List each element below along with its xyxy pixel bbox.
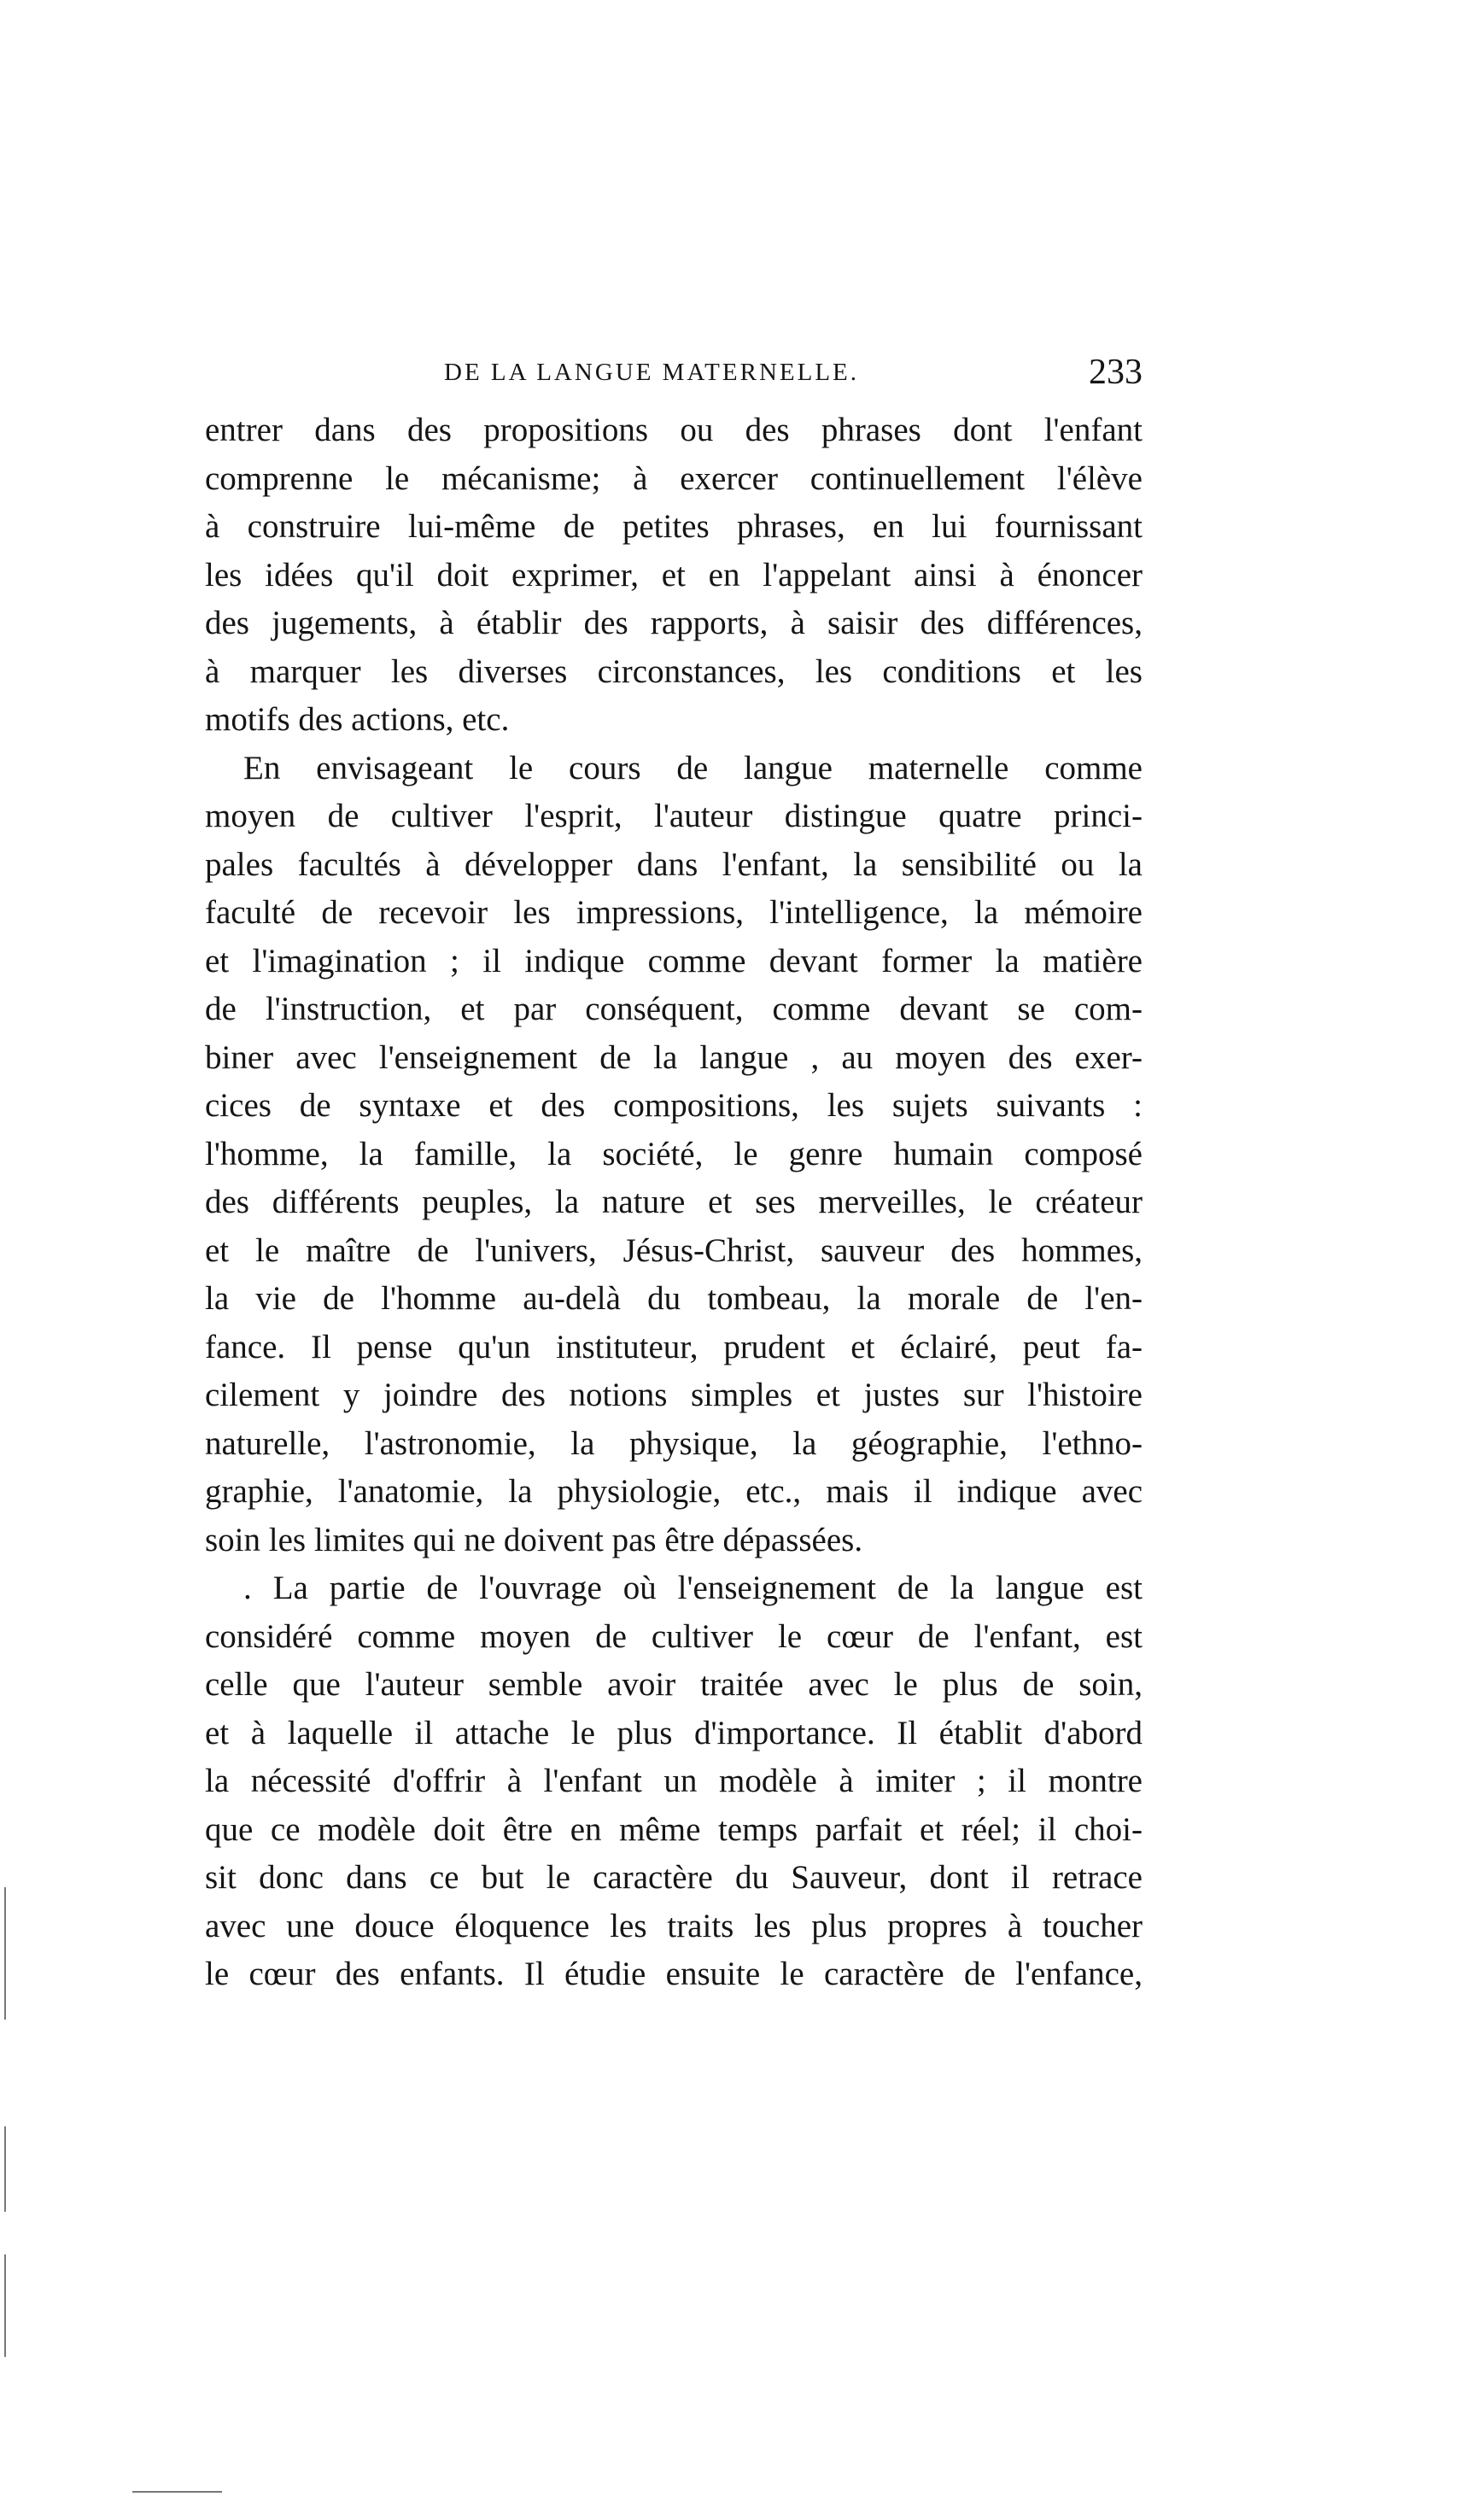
text-line: le cœur des enfants. Il étudie ensuite le caractère de l'enfance, bbox=[205, 1956, 1143, 1992]
page-number: 233 bbox=[1089, 353, 1143, 392]
text-line: moyen de cultiver l'esprit, l'auteur distingue quatre princi- bbox=[205, 798, 1143, 834]
text-line: considéré comme moyen de cultiver le cœur de l'enfant, est bbox=[205, 1617, 1143, 1655]
text-line: des jugements, à établir des rapports, à saisir des différences, bbox=[205, 605, 1143, 641]
text-line: cices de syntaxe et des compositions, les sujets suivants : bbox=[205, 1087, 1143, 1124]
text-line: pales facultés à développer dans l'enfant, la sensibilité ou la bbox=[205, 845, 1143, 883]
text-line: la vie de l'homme au-delà du tombeau, la morale de l'en- bbox=[205, 1280, 1143, 1317]
text-line: à marquer les diverses circonstances, les conditions et les bbox=[205, 652, 1143, 690]
text-line: entrer dans des propositions ou des phrases dont l'enfant bbox=[205, 412, 1143, 448]
text-line: fance. Il pense qu'un instituteur, prudent et éclairé, peut fa- bbox=[205, 1328, 1143, 1365]
text-line: comprenne le mécanisme; à exercer continuellement l'élève bbox=[205, 459, 1143, 497]
text-line: cilement y joindre des notions simples et justes sur l'histoire bbox=[205, 1377, 1143, 1413]
text-line: soin les limites qui ne doivent pas être dépassées. bbox=[205, 1521, 863, 1558]
text-line: naturelle, l'astronomie, la physique, la géographie, l'ethno- bbox=[205, 1424, 1143, 1462]
paragraph-3 bbox=[205, 1564, 1143, 1999]
text-line: sit donc dans ce but le caractère du Sauveur, dont il retrace bbox=[205, 1859, 1143, 1896]
text-line: la nécessité d'offrir à l'enfant un modèle à imiter ; il montre bbox=[205, 1763, 1143, 1799]
page-header bbox=[205, 352, 1143, 400]
text-line: avec une douce éloquence les traits les plus propres à toucher bbox=[205, 1907, 1143, 1944]
text-line: à construire lui-même de petites phrases, en lui fournissant bbox=[205, 508, 1143, 545]
scan-margin-mark bbox=[4, 2254, 6, 2357]
scan-margin-mark bbox=[4, 1887, 6, 2020]
text-line: graphie, l'anatomie, la physiologie, etc., mais il indique avec bbox=[205, 1473, 1143, 1510]
text-line: que ce modèle doit être en même temps parfait et réel; il choi- bbox=[205, 1810, 1143, 1848]
scan-margin-mark bbox=[4, 2126, 6, 2212]
paragraph-2 bbox=[205, 745, 1143, 1565]
text-line: motifs des actions, etc. bbox=[205, 701, 510, 738]
text-line: . La partie de l'ouvrage où l'enseignement de la langue est bbox=[243, 1570, 1143, 1606]
text-line: biner avec l'enseignement de la langue , au moyen des exer- bbox=[205, 1038, 1143, 1076]
text-line: faculté de recevoir les impressions, l'intelligence, la mémoire bbox=[205, 894, 1143, 931]
scan-bottom-rule bbox=[132, 2491, 222, 2493]
paragraph-1 bbox=[205, 406, 1143, 745]
text-line: celle que l'auteur semble avoir traitée avec le plus de soin, bbox=[205, 1666, 1143, 1703]
text-line: des différents peuples, la nature et ses merveilles, le créateur bbox=[205, 1184, 1143, 1220]
text-line: et à laquelle il attache le plus d'importance. Il établit d'abord bbox=[205, 1714, 1143, 1751]
text-line: et l'imagination ; il indique comme devant former la matière bbox=[205, 942, 1143, 979]
body-text bbox=[205, 406, 1143, 1999]
text-line: l'homme, la famille, la société, le genre humain composé bbox=[205, 1135, 1143, 1172]
text-line: de l'instruction, et par conséquent, comme devant se com- bbox=[205, 991, 1143, 1027]
text-line: et le maître de l'univers, Jésus-Christ, sauveur des hommes, bbox=[205, 1231, 1143, 1269]
text-line: les idées qu'il doit exprimer, et en l'appelant ainsi à énoncer bbox=[205, 556, 1143, 593]
running-head: DE LA LANGUE MATERNELLE. bbox=[444, 359, 860, 386]
text-line: En envisageant le cours de langue maternelle comme bbox=[243, 749, 1143, 786]
